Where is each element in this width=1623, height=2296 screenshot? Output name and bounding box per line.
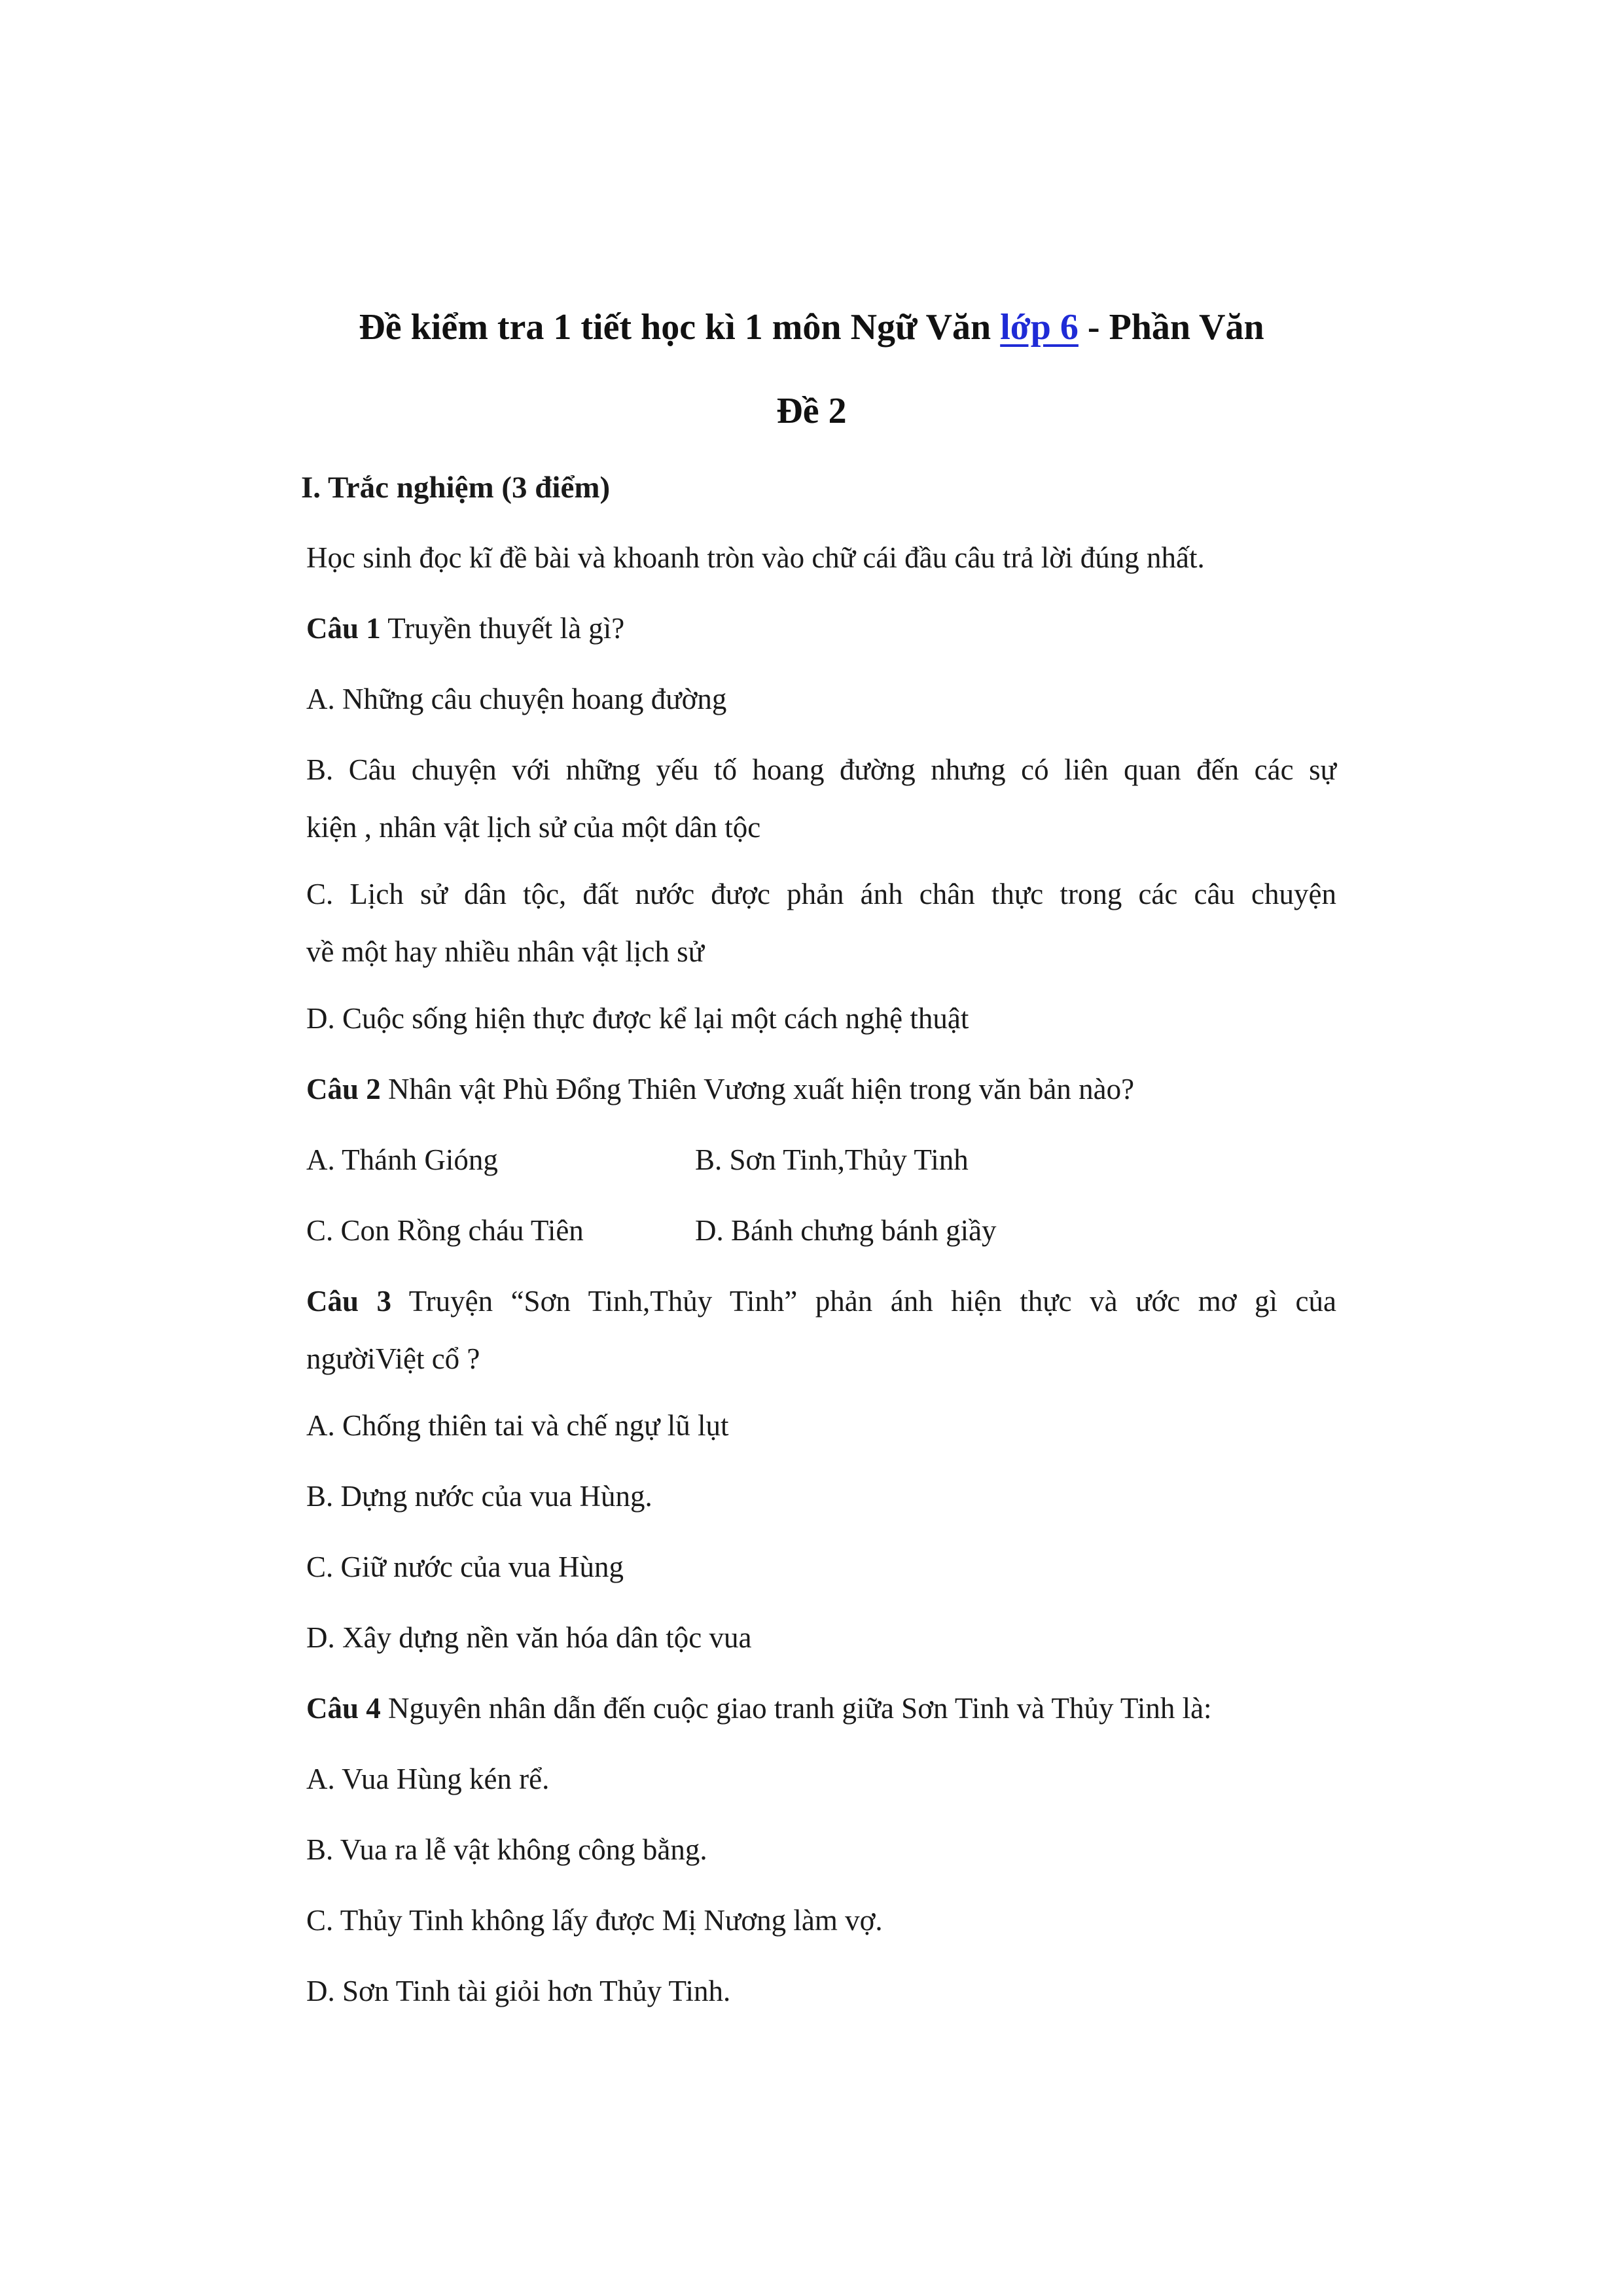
question-3-text-1: Truyện “Sơn Tinh,Thủy Tinh” phản ánh hiện thực và ước mơ gì của — [391, 1285, 1336, 1318]
question-1-option-b-line-1: B. Câu chuyện với những yếu tố hoang đường nhưng có liên quan đến các sự — [306, 753, 1336, 786]
question-4-option-d: D. Sơn Tinh tài giỏi hơn Thủy Tinh. — [306, 1975, 731, 2007]
question-2-option-d: D. Bánh chưng bánh giầy — [695, 1214, 997, 1247]
question-2-option-a: A. Thánh Gióng — [306, 1143, 498, 1176]
question-3-line-2: ngườiViệt cổ ? — [306, 1342, 480, 1375]
question-1-label: Câu 1 — [306, 612, 381, 645]
grade-link[interactable]: lớp 6 — [1000, 307, 1079, 348]
question-2-label: Câu 2 — [306, 1073, 381, 1105]
question-3-option-c: C. Giữ nước của vua Hùng — [306, 1551, 624, 1583]
question-4 — [306, 1694, 1212, 1723]
section-heading: I. Trắc nghiệm (3 điểm) — [301, 471, 611, 505]
question-4-option-a: A. Vua Hùng kén rể. — [306, 1763, 550, 1795]
question-2-option-b: B. Sơn Tinh,Thủy Tinh — [695, 1143, 969, 1176]
exam-number: Đề 2 — [776, 391, 847, 431]
question-4-text: Nguyên nhân dẫn đến cuộc giao tranh giữa Sơn Tinh và Thủy Tinh là: — [380, 1692, 1212, 1725]
question-2 — [306, 1075, 1134, 1104]
question-4-label: Câu 4 — [306, 1692, 381, 1725]
question-3-line-1 — [306, 1287, 1336, 1316]
question-1-option-d: D. Cuộc sống hiện thực được kể lại một cách nghệ thuật — [306, 1002, 969, 1035]
question-1-option-b-line-2: kiện , nhân vật lịch sử của một dân tộc — [306, 811, 761, 844]
question-3-option-a: A. Chống thiên tai và chế ngự lũ lụt — [306, 1409, 729, 1442]
question-1-option-c-line-2: về một hay nhiều nhân vật lịch sử — [306, 935, 705, 968]
page-title — [0, 309, 1623, 346]
question-1-option-c-line-1: C. Lịch sử dân tộc, đất nước được phản ánh chân thực trong các câu chuyện — [306, 878, 1336, 910]
question-3-option-d: D. Xây dựng nền văn hóa dân tộc vua — [306, 1621, 752, 1654]
title-text-before: Đề kiểm tra 1 tiết học kì 1 môn Ngữ Văn — [359, 307, 1001, 348]
question-2-option-c: C. Con Rồng cháu Tiên — [306, 1214, 584, 1247]
question-4-option-b: B. Vua ra lễ vật không công bằng. — [306, 1833, 707, 1866]
question-1-option-a: A. Những câu chuyện hoang đường — [306, 683, 727, 715]
question-2-text: Nhân vật Phù Đổng Thiên Vương xuất hiện trong văn bản nào? — [380, 1073, 1135, 1105]
question-1 — [306, 614, 624, 643]
instruction-text: Học sinh đọc kĩ đề bài và khoanh tròn vào chữ cái đầu câu trả lời đúng nhất. — [306, 541, 1205, 574]
title-text-after: - Phần Văn — [1078, 307, 1264, 348]
question-3-option-b: B. Dựng nước của vua Hùng. — [306, 1480, 652, 1513]
question-1-text: Truyền thuyết là gì? — [380, 612, 625, 645]
question-3-label: Câu 3 — [306, 1285, 392, 1318]
question-4-option-c: C. Thủy Tinh không lấy được Mị Nương làm vợ. — [306, 1904, 883, 1937]
